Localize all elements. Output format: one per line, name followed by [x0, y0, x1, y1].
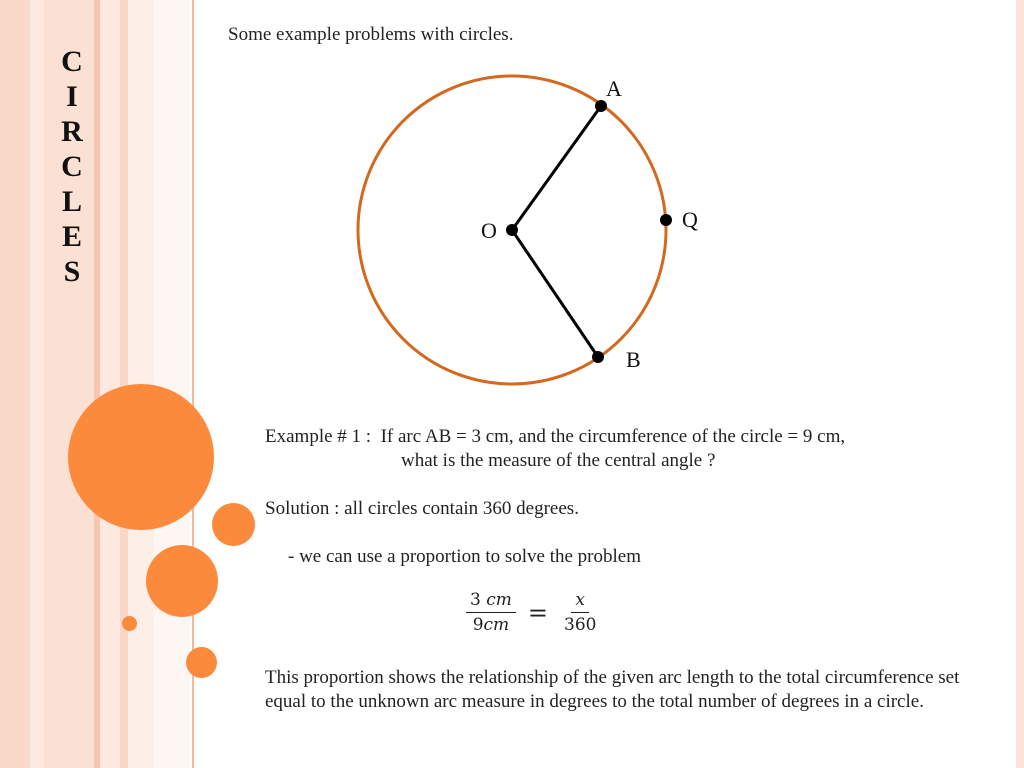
point-o	[506, 224, 518, 236]
point-a	[595, 100, 607, 112]
sidebar-stripe	[0, 0, 30, 768]
proportion-formula	[466, 590, 600, 635]
radius-ob	[512, 230, 598, 357]
circle-diagram	[340, 60, 720, 400]
decorative-circle-tiny	[122, 616, 137, 631]
decorative-circle-medium	[146, 545, 218, 617]
label-b: B	[626, 347, 641, 372]
conclusion-text: This proportion shows the relationship of the given arc length to the total circumference set equal to the unknown arc measure in degrees to the total number of degrees in a circle.	[265, 667, 960, 712]
example-line-1: If arc AB = 3 cm, and the circumference of the circle = 9 cm,	[380, 426, 846, 447]
title-letter: C	[61, 150, 83, 183]
title-letter: S	[63, 255, 81, 288]
title-letter: R	[61, 115, 83, 148]
example-line-2: what is the measure of the central angle ?	[401, 450, 716, 471]
decorative-circle-small	[186, 647, 217, 678]
label-q: Q	[682, 207, 698, 232]
label-o: O	[481, 218, 497, 243]
right-numerator: x	[571, 590, 589, 613]
bullet-text: - we can use a proportion to solve the problem	[288, 546, 641, 567]
decorative-circle-small	[212, 503, 255, 546]
left-denominator	[469, 613, 513, 635]
sidebar-stripe	[100, 0, 120, 768]
intro-text: Some example problems with circles.	[228, 24, 514, 45]
solution-text: Solution : all circles contain 360 degrees.	[265, 498, 579, 519]
sidebar-stripe	[120, 0, 128, 768]
equals-sign: =	[527, 598, 548, 627]
title-letter: I	[66, 80, 78, 113]
left-denominator-unit: cm	[483, 615, 510, 635]
left-numerator-value: 3	[470, 590, 481, 610]
sidebar-stripe	[30, 0, 44, 768]
radius-oa	[512, 106, 601, 230]
sidebar-title	[52, 44, 92, 289]
left-fraction	[466, 590, 516, 635]
left-numerator	[466, 590, 516, 613]
point-b	[592, 351, 604, 363]
left-numerator-unit: cm	[486, 590, 512, 610]
right-fraction	[560, 590, 600, 635]
right-denominator: 360	[564, 615, 597, 635]
title-letter: C	[61, 45, 83, 78]
left-denominator-value: 9	[472, 615, 484, 635]
label-a: A	[606, 76, 622, 101]
right-border	[1016, 0, 1024, 768]
sidebar-stripe	[154, 0, 190, 768]
example-block	[265, 425, 985, 473]
title-letter: E	[61, 220, 82, 253]
point-q	[660, 214, 672, 226]
example-label: Example # 1 :	[265, 426, 381, 447]
title-letter: L	[61, 185, 82, 218]
decorative-circle-large	[68, 384, 214, 530]
